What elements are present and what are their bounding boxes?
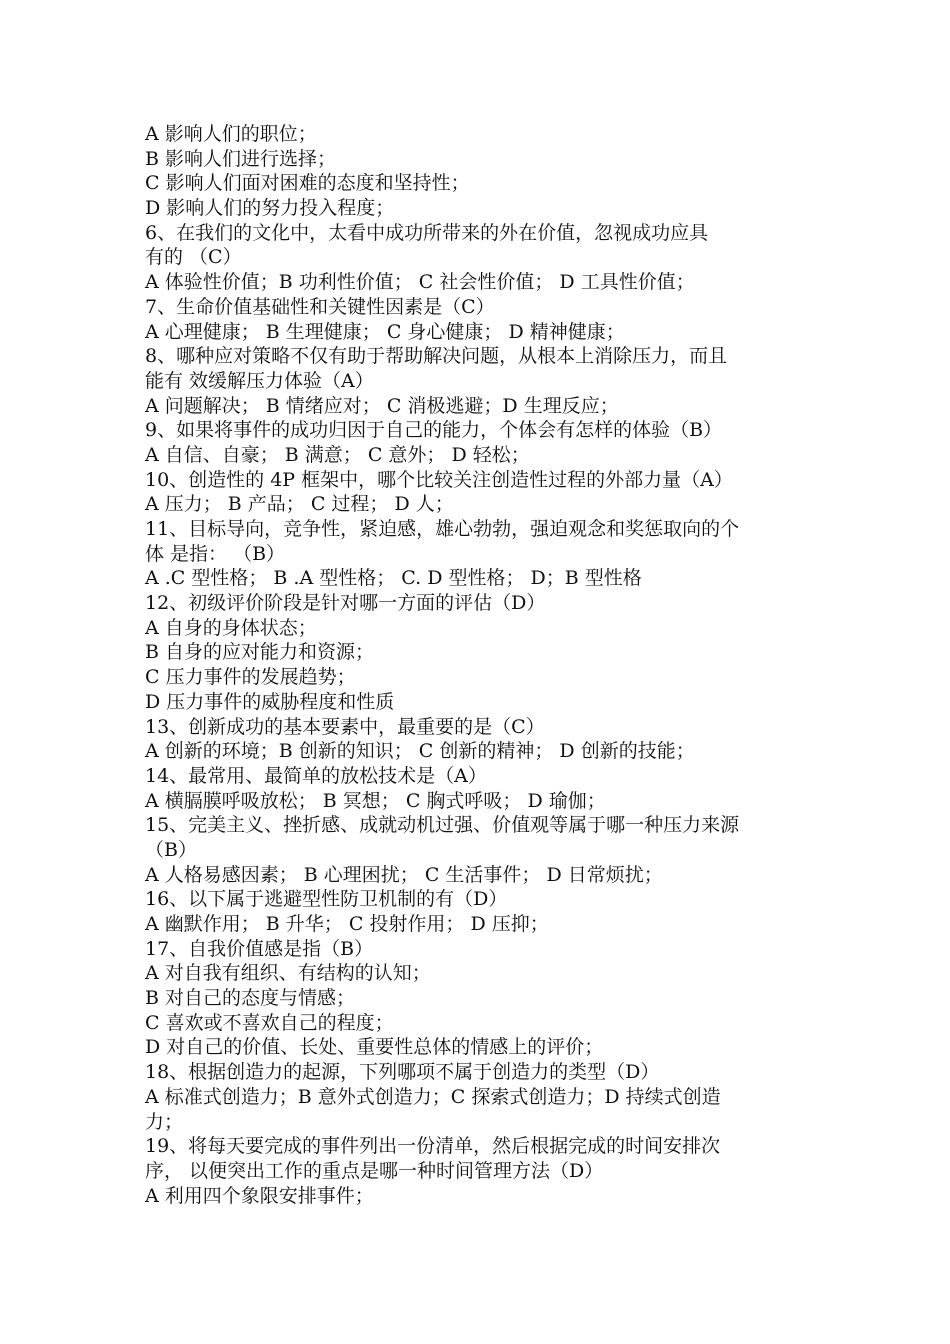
text-line: A 体验性价值；B 功利性价值； C 社会性价值； D 工具性价值；: [145, 271, 695, 294]
text-line: C 喜欢或不喜欢自己的程度；: [145, 1011, 394, 1034]
text-line: 能有 效缓解压力体验（A）: [145, 369, 374, 392]
text-line: 11、目标导向，竞争性，紧迫感，雄心勃勃，强迫观念和奖惩取向的个: [145, 518, 740, 540]
text-line: 力；: [145, 1110, 184, 1133]
text-line: A 自身的身体状态；: [145, 616, 317, 639]
text-line: A 影响人们的职位；: [145, 123, 317, 145]
text-line: A 心理健康； B 生理健康； C 身心健康； D 精神健康；: [145, 320, 625, 343]
text-line: C 压力事件的发展趋势；: [145, 666, 356, 689]
text-line: A 自信、自豪； B 满意； C 意外； D 轻松；: [145, 443, 530, 466]
text-line: B 影响人们进行选择；: [145, 147, 337, 170]
text-line: 10、创造性的 4P 框架中，哪个比较关注创造性过程的外部力量（A）: [145, 468, 733, 491]
document-body: [145, 122, 815, 1208]
text-line: 9、如果将事件的成功归因于自己的能力，个体会有怎样的体验（B）: [145, 419, 723, 442]
text-line: 15、完美主义、挫折感、成就动机过强、价值观等属于哪一种压力来源: [145, 814, 740, 837]
text-line: B 对自己的态度与情感；: [145, 987, 356, 1010]
text-line: D 压力事件的威胁程度和性质: [145, 690, 395, 713]
text-line: （B）: [145, 838, 197, 861]
text-line: 7、生命价值基础性和关键性因素是（C）: [145, 295, 495, 318]
text-line: 12、初级评价阶段是针对哪一方面的评估（D）: [145, 592, 546, 615]
text-line: 14、最常用、最简单的放松技术是（A）: [145, 764, 487, 787]
text-line: A 问题解决； B 情绪应对； C 消极逃避；D 生理反应；: [145, 394, 619, 417]
text-line: 6、在我们的文化中，太看中成功所带来的外在价值，忽视成功应具: [145, 221, 709, 244]
text-line: 13、创新成功的基本要素中，最重要的是（C）: [145, 715, 545, 738]
text-line: 有的 （C）: [145, 246, 242, 269]
text-line: D 对自己的价值、长处、重要性总体的情感上的评价；: [145, 1036, 604, 1059]
text-line: A 对自我有组织、有结构的认知；: [145, 962, 431, 985]
text-line: 序， 以便突出工作的重点是哪一种时间管理方法（D）: [145, 1159, 604, 1182]
text-line: A 横膈膜呼吸放松； B 冥想； C 胸式呼吸； D 瑜伽；: [145, 789, 606, 812]
text-line: C 影响人们面对困难的态度和坚持性；: [145, 172, 470, 195]
text-line: 体 是指： （B）: [145, 542, 286, 565]
text-line: 18、根据创造力的起源，下列哪项不属于创造力的类型（D）: [145, 1061, 660, 1084]
text-line: A 利用四个象限安排事件；: [145, 1184, 374, 1207]
text-line: B 自身的应对能力和资源；: [145, 641, 375, 664]
text-line: A .C 型性格； B .A 型性格； C. D 型性格； D；B 型性格: [145, 567, 642, 590]
text-line: D 影响人们的努力投入程度；: [145, 197, 395, 220]
text-line: A 幽默作用； B 升华； C 投射作用； D 压抑；: [145, 913, 549, 935]
text-line: A 压力； B 产品； C 过程； D 人；: [145, 493, 454, 516]
text-line: A 标准式创造力；B 意外式创造力；C 探索式创造力；D 持续式创造: [145, 1085, 721, 1108]
text-line: 16、以下属于逃避型性防卫机制的有（D）: [145, 888, 508, 911]
text-line: 19、将每天要完成的事件列出一份清单，然后根据完成的时间安排次: [145, 1135, 721, 1158]
text-line: 8、哪种应对策略不仅有助于帮助解决问题，从根本上消除压力，而且: [145, 345, 728, 368]
text-line: A 创新的环境；B 创新的知识； C 创新的精神； D 创新的技能；: [145, 740, 695, 763]
text-line: A 人格易感因素； B 心理困扰； C 生活事件； D 日常烦扰；: [145, 863, 663, 886]
text-line: 17、自我价值感是指（B）: [145, 937, 374, 960]
